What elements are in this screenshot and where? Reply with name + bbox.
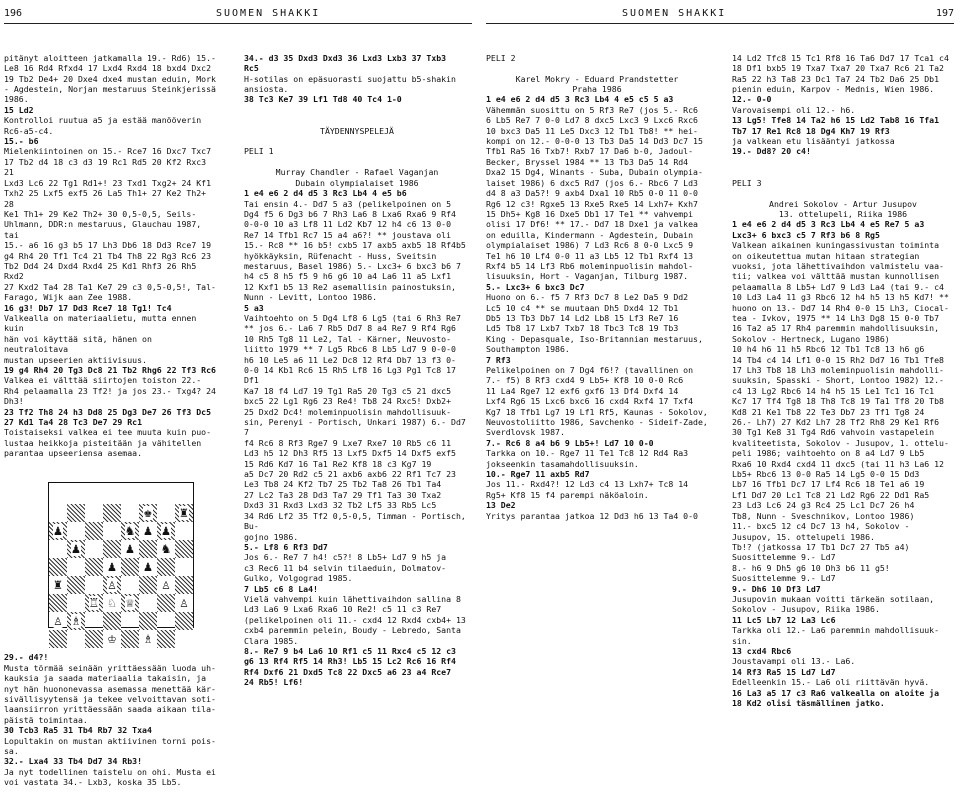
annotation-text: Jos 11.- Rxd4?! 12 Ld3 c4 13 Lxh7+ Tc8 14 Rg5+ Kf8 15 f4 parempi näköaloin. bbox=[486, 479, 689, 500]
board-square bbox=[103, 576, 121, 594]
board-square bbox=[175, 612, 193, 630]
chess-piece-icon: ♞ bbox=[125, 523, 135, 540]
header-rule bbox=[486, 23, 954, 24]
board-square bbox=[157, 612, 175, 630]
move-text: 38 Tc3 Ke7 39 Lf1 Td8 40 Tc4 1-0 bbox=[244, 94, 402, 105]
move-text: 1 e4 e6 2 d4 d5 3 Rc3 Lb4 4 e5 b6 bbox=[244, 188, 407, 199]
annotation-text: Tarkka on 10.- Rge7 11 Te1 Tc8 12 Rd4 Ra3 jokseenkin tasamahdollisuuksin. bbox=[486, 448, 689, 469]
col-text-top bbox=[4, 53, 218, 459]
annotation-text: Tai ensin 4.- Dd7 5 a3 (pelikelpoinen on 5 Dg4 f5 6 Dg3 b6 7 Rh3 La6 8 Lxa6 Rxa6 9 Rf4 0-0-0 10 a3 Lf8 11 Ld2 Kb7 12 h4 c6 13 0-0 Re7 14 Tfb1 Rc7 15 a4 a6?! ** joustava oli 15.- Rc8 ** 16 b5! cxb5 17 axb5 axb5 18 Rf4b5 hyökkäyksin, Rüfenacht - Huss, Sveitsin mestaruus, Basel 1986) 5.- Lxc3+ 6 bxc3 b6 7 h4 c5 8 h5 f5 9 h6 g6 10 a4 La6 11 a5 Lxf1 12 Kxf1 b5 13 Re2 asemallisin painostuksin, Nunn - Levitt, Lontoo 1986. bbox=[244, 198, 466, 303]
chess-piece-icon: ♞ bbox=[161, 541, 171, 558]
board-square bbox=[85, 630, 103, 648]
move-text: 32.- Lxa4 33 Tb4 Dd7 34 Rb3! bbox=[4, 756, 143, 767]
chess-piece-icon: ♖ bbox=[89, 595, 99, 612]
col-text-bottom bbox=[4, 652, 218, 787]
move-text: 23 Tf2 Th8 24 h3 Dd8 25 Dg3 De7 26 Tf3 Dc5 27 Kd1 Ta4 28 Tc3 De7 29 Rc1 bbox=[4, 406, 212, 428]
column-right-1 bbox=[486, 32, 708, 542]
annotation-text: Karel Mokry - Eduard Prandstetter Praha 1986 bbox=[515, 73, 679, 95]
annotation-text: Ja nyt todellinen taistelu on ohi. Musta ei voi vastata 34.- Lxb3, koska 35 Lb5. bbox=[4, 766, 216, 788]
move-text: 7 Rf3 bbox=[486, 354, 511, 365]
board-square bbox=[121, 630, 139, 648]
chess-piece-icon: ♕ bbox=[125, 595, 135, 612]
board-square bbox=[103, 612, 121, 630]
board-square bbox=[139, 594, 157, 612]
running-head: SUOMEN SHAKKI bbox=[216, 8, 321, 19]
chess-piece-icon: ♟ bbox=[53, 523, 63, 540]
board-square bbox=[121, 576, 139, 594]
move-text: 5 a3 bbox=[244, 302, 264, 313]
move-text: 29.- d4?! bbox=[4, 652, 49, 663]
chess-piece-icon: ♙ bbox=[179, 595, 189, 612]
column-right-2 bbox=[732, 32, 954, 729]
chess-piece-icon: ♙ bbox=[161, 577, 171, 594]
board-square bbox=[49, 594, 67, 612]
chess-piece-icon: ♟ bbox=[143, 559, 153, 576]
annotation-text: Musta törmää seinään yrittäessään luoda uh- kauksia ja saada materiaalia takaisin, ja nyt hän huononevassa asemassa menettää kär- sivällisyytensä ja tekee velvoittavan soti- laansiirron yrittäessään saada aikaan tila- päistä toimintaa. bbox=[4, 662, 216, 725]
board-square bbox=[139, 612, 157, 630]
board-square bbox=[121, 540, 139, 558]
board-square bbox=[85, 504, 103, 522]
board-square bbox=[103, 594, 121, 612]
annotation-text: Yritys parantaa jatkoa 12 Dd3 h6 13 Ta4 0-0 bbox=[486, 510, 698, 521]
board-square bbox=[157, 540, 175, 558]
board-square bbox=[85, 522, 103, 540]
board-square bbox=[103, 504, 121, 522]
annotation-text: PELI 3 bbox=[732, 177, 762, 188]
board-square bbox=[67, 558, 85, 576]
board-square bbox=[175, 630, 193, 648]
board-square bbox=[67, 630, 85, 648]
move-text: 5.- Lxc3+ 6 bxc3 Dc7 bbox=[486, 281, 585, 292]
board-square bbox=[67, 594, 85, 612]
move-text: 1 e4 e6 2 d4 d5 3 Rc3 Lb4 4 e5 Re7 5 a3 Lxc3+ 6 bxc3 c5 7 Rf3 b6 8 Rg5 bbox=[732, 219, 925, 240]
annotation-text: Valkea ei välttää siirtojen toiston 22.- Rh4 pelaamalla 23 Tf2! ja jos 23.- Txg4? 24 Dh3! bbox=[4, 375, 216, 407]
board-square bbox=[67, 576, 85, 594]
board-square bbox=[139, 558, 157, 576]
annotation-text: Valkean aikainen kuningassivustan toiminta on oikeutettua mutan hitaan strategian vuoksi, jota lähettivaihdon valmistelu vaa- tii; valkea voi välttää mustan kunnollisen pelaamalla 8 Lb5+ Ld7 9 Ld3 La4 (tai 9.- c4 10 Ld3 La4 11 g3 Rbc6 12 h4 h5 13 h5 Kd7! ** huono on 13.- Dd7 14 Rh4 0-0 15 Lh3, Ciocal- tea - Ivkov, 1975 ** 14 Lh3 Dg8 15 0-0 Tb7 16 Ta2 a5 17 Rh4 paremmin mahdollisuuksin, Sokolov - Hertneck, Lugano 1986) 10 h4 h6 11 h5 Rbc6 12 Tb1 Tc8 13 h6 g6 14 Tb4 c4 14 Lf1 0-0 15 Rh2 Dd7 16 Tb1 Tfe8 17 Lh3 Tb8 18 Lh3 moleminpuolisin mahdolli- suuksin, Spasski - Short, Lontoo 1982) 12.- c4 13 Lg2 Rbc6 14 h4 h5 15 Le1 Tc1 16 Tc1 Kc7 17 Tf4 Tg8 18 Th8 Tc8 19 Ta1 Tf8 20 Tb8 Kd8 21 Ke1 Tb8 22 Te3 Db7 23 Tf1 Tg8 24 26.- Lh7) 27 Kd2 Lh7 28 Tf2 Rh8 29 Ke1 Rf6 30 Tg1 Ke8 31 Tg4 Rd6 vahvoin vastapelein kvaliteetista, Sokolov - Jusupov, 1. ottelu- peli 1986; vaihtoehto on 8 a4 Ld7 9 Lb5 Rxa6 10 Rxd4 cxd4 11 dxc5 (tai 11 h3 La6 12 Lb5+ Rbc6 13 0-0 Ra5 14 Lg5 0-0 15 Dd3 Lb7 16 Tfb1 Dc7 17 Lf4 Rc6 18 Te1 a6 19 Lf1 Dd7 20 Lc1 Tc8 21 Ld2 Rg6 22 Dd1 Ra5 23 Ld3 Lc6 24 g3 Rc4 25 Lc1 Dc7 26 h4 Tb8, Nunn - Sveschnikov, Lontoo 1986) 11.- bxc5 12 c4 Dc7 13 h4, Sokolov - Jusupov, 15. ottelupeli 1986. Tb!? (jatkossa 17 Tb1 Dc7 27 Tb5 a4) Suosittelemme 9.- Ld7 8.- h6 9 Dh5 g6 10 Dh3 b6 11 g5! Suosittelemme 9.- Ld7 bbox=[732, 240, 949, 584]
column-left-1 bbox=[4, 32, 218, 808]
col-text bbox=[732, 53, 954, 709]
move-text: 16 La3 a5 17 c3 Ra6 valkealla on aloite ja 18 Kd2 olisi täsmällinen jatko. bbox=[732, 687, 940, 708]
board-square bbox=[121, 558, 139, 576]
move-text: 30 Tcb3 Ra5 31 Tb4 Rb7 32 Txa4 bbox=[4, 725, 152, 736]
chess-piece-icon: ♟ bbox=[143, 523, 153, 540]
move-text: 7 Lb5 c6 8 La4! bbox=[244, 583, 318, 594]
annotation-text: 14 Ld2 Tfc8 15 Tc1 Rf8 16 Ta6 Dd7 17 Tca1 c4 18 Df1 bxb5 19 Txa7 Txa7 20 Txa7 Rc6 21 Ta2 Ra5 22 h3 Ta8 23 Dc1 Ta7 24 Tb2 Da6 25 Db1 pienin eduin, Karpov - Mednis, Wien 1986. bbox=[732, 52, 949, 95]
move-text: 10.- Rge7 11 axb5 Rd7 bbox=[486, 469, 590, 480]
annotation-text: Toistaiseksi valkea ei tee muuta kuin puo- lustaa heikkoja pisteitään ja vähitellen parantaa upseeriensa asemaa. bbox=[4, 427, 212, 459]
move-text: 8.- Re7 9 b4 La6 10 Rf1 c5 11 Rxc4 c5 12 c3 g6 13 Rf4 Rf5 14 Rh3! Lb5 15 Lc2 Rc6 16 Rf4 Rf4 Dxf6 21 Dxd5 Tc8 22 Dxc5 a6 23 a4 Rce7 24 Rb5! Lf6! bbox=[244, 645, 456, 688]
annotation-text: Lopultakin on mustan aktiivinen torni pois- sa. bbox=[4, 735, 216, 756]
board-square bbox=[175, 558, 193, 576]
move-text: 19 g4 Rh4 20 Tg3 Dc8 21 Tb2 Rhg6 22 Tf3 Rc6 bbox=[4, 365, 216, 375]
board-square bbox=[85, 558, 103, 576]
chess-piece-icon: ♘ bbox=[107, 595, 117, 612]
annotation-text: PELI 2 bbox=[486, 52, 516, 63]
chess-piece-icon: ♗ bbox=[143, 631, 153, 648]
annotation-text: Mielenkiintoinen on 15.- Rce7 16 Dxc7 Txc7 17 Tb2 d4 18 c3 d3 19 Rc1 Rd5 20 Kf2 Rxc3 21 Lxd3 Lc6 22 Tg1 Rd1+! 23 Txd1 Txg2+ 24 Kf1 Txh2 25 Lxf5 exf5 26 La5 Th1+ 27 Ke2 Th2+ 28 Ke1 Th1+ 29 Ke2 Th2+ 30 0,5-0,5, Seils- Uhlmann, DDR:n mestaruus, Glauchau 1987, tai 15.- a6 16 g3 b5 17 Lh3 Db6 18 Dd3 Rce7 19 g4 Rh4 20 Tf1 Tc4 21 Tb4 Th8 22 Rg3 Rc6 23 Tb2 Dd4 24 Dxd4 Rxd4 25 Kd1 Rhf3 26 Rh5 Rxd2 27 Kxd2 Ta4 28 Ta1 Ke7 29 c3 0,5-0,5!, Tal- Farago, Wijk aan Zee 1988. bbox=[4, 146, 216, 303]
board-square bbox=[157, 594, 175, 612]
chess-piece-icon: ♙ bbox=[53, 613, 63, 630]
board-square bbox=[139, 540, 157, 558]
board-square bbox=[103, 630, 121, 648]
board-square bbox=[85, 576, 103, 594]
left-page bbox=[0, 0, 478, 788]
move-text: 13 Lg5! Tfe8 14 Ta2 h6 15 Ld2 Tab8 16 Tfa1 Tb7 17 Re1 Rc8 18 Dg4 Kh7 19 Rf3 bbox=[732, 115, 940, 136]
chess-piece-icon: ♗ bbox=[71, 613, 81, 630]
move-text: 9.- Dh6 10 Df3 Ld7 bbox=[732, 583, 821, 594]
annotation-text: Kontrolloi ruutua a5 ja estää manööverin Rc6-a5-c4. bbox=[4, 115, 202, 136]
board-square bbox=[157, 630, 175, 648]
chess-piece-icon: ♟ bbox=[125, 541, 135, 558]
move-text: 16 g3! Db7 17 Dd3 Rce7 18 Tg1! Tc4 bbox=[4, 302, 172, 313]
move-text: 13 De2 bbox=[486, 500, 516, 511]
board-square bbox=[49, 504, 67, 522]
annotation-text: Jos 6.- Re7 7 h4! c5?! 8 Lb5+ Ld7 9 h5 ja c3 Rec6 11 b4 selvin tilaeduin, Dolmatov- Gulko, Volgograd 1985. bbox=[244, 552, 447, 584]
annotation-text: Varovaisempi oli 12.- h6. bbox=[732, 104, 856, 115]
annotation-text: Pelikelpoinen on 7 Dg4 f6!? (tavallinen on 7.- f5) 8 Rf3 cxd4 9 Lb5+ Kf8 10 0-0 Rc6 11 La4 Rge7 12 exf6 gxf6 13 Df4 Dxf4 14 Lxf4 Rg6 15 Lxc6 bxc6 16 cxd4 Rxf4 17 Txf4 Kg7 18 Tfb1 Lg7 19 Lf1 Rf5, Kaunas - Sokolov, Neuvostoliitto 1986, Savchenko - Sideif-Zade, Sverdlovsk 1987. bbox=[486, 365, 708, 438]
board-square bbox=[139, 522, 157, 540]
board-square bbox=[67, 522, 85, 540]
chess-piece-icon: ♚ bbox=[143, 505, 153, 522]
annotation-text: Edelleenkin 15.- La6 oli riittävän hyvä. bbox=[732, 677, 930, 688]
chess-piece-icon: ♟ bbox=[71, 541, 81, 558]
annotation-text: Murray Chandler - Rafael Vaganjan Dubain olympialaiset 1986 bbox=[275, 167, 439, 188]
board-square bbox=[103, 540, 121, 558]
move-text: 15.- b6 bbox=[4, 136, 39, 147]
move-text: 13 cxd4 Rbc6 bbox=[732, 645, 792, 656]
board-square bbox=[157, 522, 175, 540]
annotation-text: Tarkka oli 12.- La6 paremmin mahdollisuuk- sin. bbox=[732, 625, 940, 646]
annotation-text: TÄYDENNYSPELEJÄ bbox=[320, 125, 394, 136]
annotation-text: Valkealla on materiaalietu, mutta ennen kuin hän voi käyttää sitä, hänen on neutraloitava mustan upseerien aktiivisuus. bbox=[4, 312, 197, 365]
page-header bbox=[486, 8, 954, 22]
page-header bbox=[4, 8, 472, 22]
board-square bbox=[139, 576, 157, 594]
board-square bbox=[49, 576, 67, 594]
col-text bbox=[486, 53, 708, 521]
col-text bbox=[244, 53, 470, 688]
move-text: 5.- Lf8 6 Rf3 Dd7 bbox=[244, 541, 328, 552]
annotation-text: Vähemmän suosittu on 5 Rf3 Re7 (jos 5.- Rc6 6 Lb5 Re7 7 0-0 Ld7 8 dxc5 Lxc3 9 Lxc6 Rxc6 10 bxc3 Da5 11 Le5 Dxc3 12 Tb1 Tb8! ** hei- kompi on 12.- 0-0-0 13 Tb3 Da5 14 Dd3 Dc7 15 Tfb1 Ra5 16 Txb7! Rxb7 17 Da6 b-0, Jadoul- Becker, Bryssel 1984 ** 13 Tb3 Da5 14 Rd4 Dxa2 15 Dg4, Winants - Suba, Dubain olympia- laiset 1986) 6 dxc5 Rd7 (jos 6.- Rbc6 7 Ld3 d4 8 a3 Da5?! 9 axb4 Dxa1 10 Rb5 0-0 11 0-0 Rg6 12 c3! Rgxe5 13 Rxe5 Rxe5 14 Lxh7+ Kxh7 15 Dh5+ Kg8 16 Dxe5 Db1 17 Te1 ** vahvempi olisi 17 Df6! ** 17.- Dd7 18 Dxe1 ja valkea on eduilla, Kindermann - Agdestein, Dubain olympialaiset 1986) 7 Ld3 Rc6 8 0-0 Lxc5 9 Te1 h6 10 Lf4 0-0 11 a3 Lb5 12 Tb1 Rxf4 13 Rxf4 b5 14 Lf3 Rb6 moleminpuolisin mahdol- lisuuksin, Hort - Vaganjan, Tilburg 1987. bbox=[486, 104, 703, 282]
board-square bbox=[175, 522, 193, 540]
board-square bbox=[139, 504, 157, 522]
board-square bbox=[121, 612, 139, 630]
column-left-2 bbox=[244, 32, 470, 708]
move-text: 34.- d3 35 Dxd3 Dxd3 36 Lxd3 Lxb3 37 Txb3 Rc5 bbox=[244, 52, 447, 74]
move-text: 12.- 0-0 bbox=[732, 94, 772, 105]
board-square bbox=[49, 558, 67, 576]
board-square bbox=[157, 558, 175, 576]
board-square bbox=[121, 522, 139, 540]
annotation-text: Vielä vahvempi kuin lähettivaihdon sallina 8 Ld3 La6 9 Lxa6 Rxa6 10 Re2! c5 11 c3 Re7 (pelikelpoinen oli 11.- cxd4 12 Rxd4 cxb4+ 13 cxb4 paremmin pelein, Boudy - Lebredo, Santa Clara 1985. bbox=[244, 593, 466, 646]
move-text: 7.- Rc6 8 a4 b6 9 Lb5+! Ld7 10 0-0 bbox=[486, 437, 654, 448]
chess-piece-icon: ♙ bbox=[107, 577, 117, 594]
board-square bbox=[49, 522, 67, 540]
move-text: 1 e4 e6 2 d4 d5 3 Rc3 Lb4 4 e5 c5 5 a3 bbox=[486, 94, 674, 105]
header-rule bbox=[4, 23, 472, 24]
board-square bbox=[139, 630, 157, 648]
chess-piece-icon: ♟ bbox=[107, 559, 117, 576]
move-text: 15 Ld2 bbox=[4, 104, 34, 115]
board-square bbox=[67, 540, 85, 558]
annotation-text: Jusupovin mukaan voitti tärkeän sotilaan, Sokolov - Jusupov, Riika 1986. bbox=[732, 593, 935, 615]
board-square bbox=[175, 504, 193, 522]
chess-diagram bbox=[48, 482, 194, 648]
board-square bbox=[157, 576, 175, 594]
board-square bbox=[121, 594, 139, 612]
move-text: 11 Lc5 Lb7 12 La3 Lc6 bbox=[732, 614, 836, 625]
board-square bbox=[175, 594, 193, 612]
annotation-text: Andrei Sokolov - Artur Jusupov 13. ottelupeli, Riika 1986 bbox=[769, 198, 917, 219]
annotation-text: PELI 1 bbox=[244, 146, 274, 157]
annotation-text: H-sotilas on epäsuorasti suojattu b5-shakin ansiosta. bbox=[244, 73, 456, 95]
board-square bbox=[67, 504, 85, 522]
board-square bbox=[175, 540, 193, 558]
board-square bbox=[49, 630, 67, 648]
board-square bbox=[121, 504, 139, 522]
chess-piece-icon: ♜ bbox=[53, 577, 63, 594]
running-head: SUOMEN SHAKKI bbox=[622, 8, 727, 19]
board-square bbox=[49, 612, 67, 630]
chess-board bbox=[49, 504, 193, 648]
board-square bbox=[157, 504, 175, 522]
board-square bbox=[85, 540, 103, 558]
board-square bbox=[85, 594, 103, 612]
board-square bbox=[103, 522, 121, 540]
annotation-text: Joustavampi oli 13.- La6. bbox=[732, 656, 856, 667]
page-number: 196 bbox=[4, 8, 23, 19]
board-square bbox=[85, 612, 103, 630]
right-page bbox=[482, 0, 960, 708]
board-square bbox=[103, 558, 121, 576]
board-square bbox=[49, 540, 67, 558]
move-text: 14 Rf3 Ra5 15 Ld7 Ld7 bbox=[732, 666, 836, 677]
move-text: 19.- Dd8? 20 c4! bbox=[732, 146, 811, 157]
chess-piece-icon: ♜ bbox=[179, 505, 189, 522]
board-square bbox=[67, 612, 85, 630]
chess-piece-icon: ♔ bbox=[107, 631, 117, 648]
annotation-text: Vaihtoehto on 5 Dg4 Lf8 6 Lg5 (tai 6 Rh3 Re7 ** jos 6.- La6 7 Rb5 Dd7 8 a4 Re7 9 Rf4 Rg6 10 Rh5 Tg8 11 Le2, Tal - Kärner, Neuvosto- liitto 1979 ** 7 Lg5 Rbc6 8 Lb5 Ld7 9 0-0-0 h6 10 Le5 a6 11 Le2 Dc8 12 Rf4 Db7 13 f3 0- 0-0 14 Kb1 Rc6 15 Rh5 Lf8 16 Lg3 Pg1 Tc8 17 Df1 Ka7 18 f4 Ld7 19 Tg1 Ra5 20 Tg3 c5 21 dxc5 bxc5 22 Lg1 Rg6 23 Re4! Tb8 24 Rxc5! Dxb2+ 25 Dxd2 Dc4! moleminpuolisin mahdollisuuk- sin, Perenyi - Portisch, Unkari 1987) 6.- Dd7 7 f4 Rc6 8 Rf3 Rge7 9 Lxe7 Rxe7 10 Rb5 c6 11 Ld3 h5 12 Dh3 Rf5 13 Lxf5 Dxf5 14 Dxf5 exf5 15 Rd6 Kd7 16 Ta1 Re2 Kf8 18 c3 Kg7 19 a5 Dc7 20 Rd2 c5 21 axb6 axb6 22 Rf1 Tc7 23 Le3 Tb8 24 Kf2 Tb7 25 Tb2 Ta8 26 Tb1 Ta4 27 Lc2 Ta3 28 Dd3 Ta7 29 Tf1 Ta3 30 Txa2 Dxd3 31 Rxd3 Lxd3 32 Tb2 Lf5 33 Rb5 Lc5 34 Rd6 Lf2 35 Tf2 0,5-0,5, Timman - Portisch, Bu- gojno 1986. bbox=[244, 312, 466, 542]
annotation-text: pitänyt aloitteen jatkamalla 19.- Rd6) 15.- Le8 16 Rd4 Rfxd4 17 Lxd4 Rxd4 18 bxd4 Dxc2 19 Tb2 De4+ 20 Dxe4 dxe4 mustan eduin, Mork - Agdestein, Norjan mestaruus Steinkjerissä 1986. bbox=[4, 52, 216, 105]
page-number: 197 bbox=[935, 8, 954, 19]
board-square bbox=[175, 576, 193, 594]
annotation-text: ja valkean etu lisääntyi jatkossa bbox=[732, 136, 895, 147]
chess-piece-icon: ♟ bbox=[161, 523, 171, 540]
annotation-text: Huono on 6.- f5 7 Rf3 Dc7 8 Le2 Da5 9 Dd2 Lc5 10 c4 ** se muutaan Dh5 Dxd4 12 Tb1 Db5 13 Tb3 Db7 14 Ld2 Lb8 15 Lf3 Re7 16 Ld5 Tb8 17 Lxb7 Txb7 18 Tbc3 Tc8 19 Tb3 King - Depasquale, Iso-Britannian mestaruus, Southampton 1986. bbox=[486, 292, 703, 355]
